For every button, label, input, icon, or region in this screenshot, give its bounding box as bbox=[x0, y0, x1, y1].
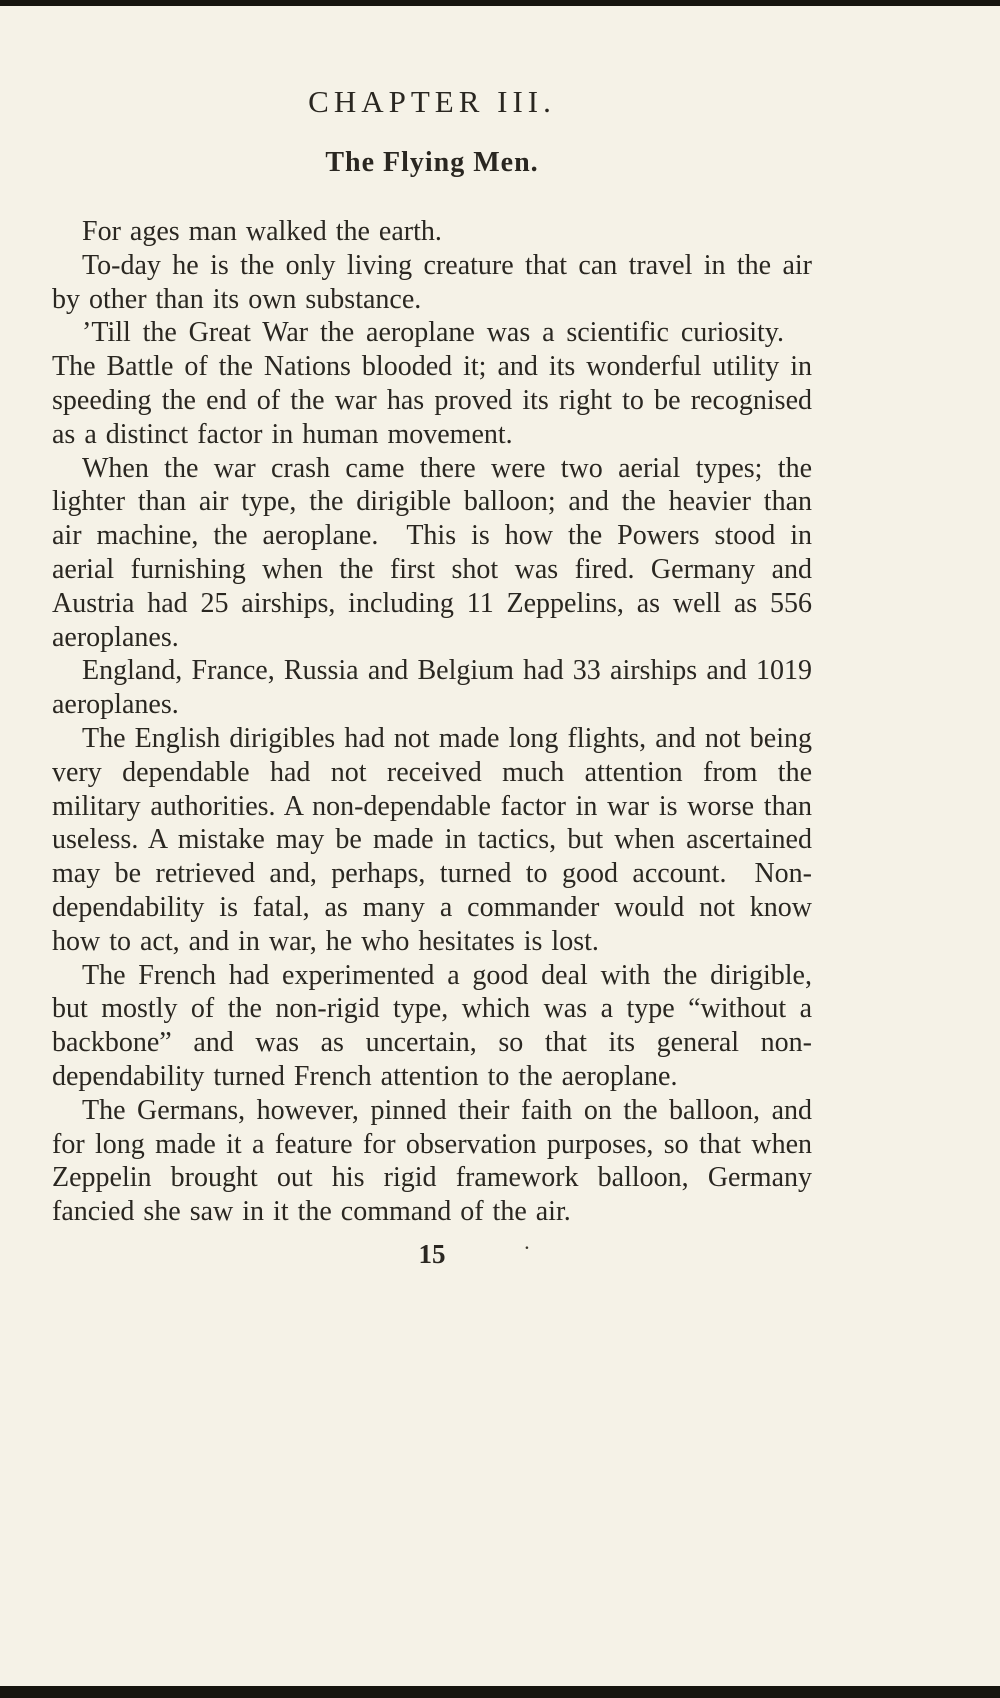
chapter-heading: CHAPTER III. bbox=[308, 84, 556, 119]
page-footer bbox=[52, 1234, 812, 1270]
paragraph: ’Till the Great War the aeroplane was a scientific curiosity. The Battle of the Nations blooded it; and its wonderful utility in speeding the end of the war has proved its right to be recognised as a distinct factor in human movement. bbox=[52, 317, 812, 450]
paragraph: England, France, Russia and Belgium had 33 airships and 1019 aeroplanes. bbox=[52, 655, 812, 721]
paragraph: For ages man walked the earth. bbox=[82, 216, 442, 247]
paragraph: When the war crash came there were two aerial types; the lighter than air type, the dirigible balloon; and the heavier than air machine, the aeroplane. This is how the Powers stood in aerial furnishing when the first shot was fired. Germany and Austria had 25 airships, including 11 Zeppelins, as well as 556 aeroplanes. bbox=[52, 452, 812, 653]
page-title: The Flying Men. bbox=[325, 147, 539, 178]
scan-artifact-dot: · bbox=[523, 1234, 531, 1260]
paragraph: To-day he is the only living creature that can travel in the air by other than its own substance. bbox=[52, 249, 812, 315]
page-number: 15 bbox=[418, 1238, 446, 1269]
scan-edge-bottom bbox=[0, 1686, 1000, 1698]
book-page bbox=[52, 0, 812, 1270]
paragraph: The English dirigibles had not made long flights, and not being very dependable had not received much attention from the military authorities. A non-dependable factor in war is worse than useless. A mistake may be made in tactics, but when ascertained may be retrieved and, perhaps, turned to good account. Non-dependability is fatal, as many a commander would not know how to act, and in war, he who hesitates is lost. bbox=[52, 722, 812, 957]
paragraph: The Germans, however, pinned their faith on the balloon, and for long made it a feature for observation purposes, so that when Zeppelin brought out his rigid framework balloon, Germany fancied she saw in it the command of the air. bbox=[52, 1094, 812, 1228]
paragraph: The French had experimented a good deal with the dirigible, but mostly of the non-rigid type, which was a type “without a backbone” and was as uncertain, so that its general non-dependability turned French attention to the aeroplane. bbox=[52, 959, 812, 1092]
body-text bbox=[52, 215, 812, 1229]
